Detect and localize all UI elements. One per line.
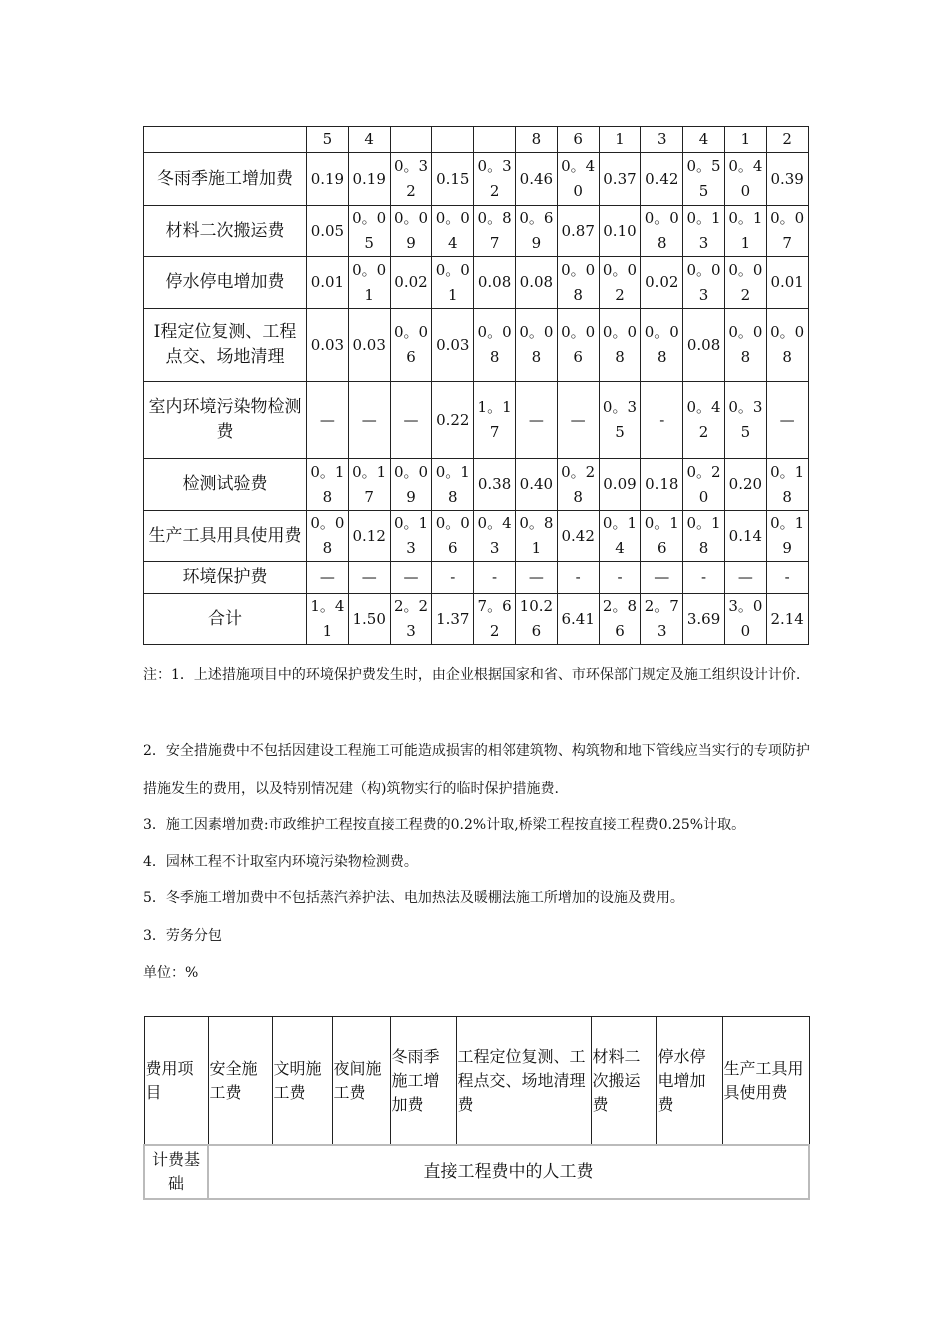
- section-heading-labor-subcontract: 3．劳务分包: [143, 928, 222, 944]
- value-cell: -: [599, 562, 641, 594]
- value-cell: 0。08: [515, 309, 557, 382]
- value-cell: 0。17: [348, 459, 390, 511]
- header-cell: [390, 127, 432, 153]
- value-cell: 0。32: [474, 153, 516, 206]
- value-cell: —: [390, 382, 432, 459]
- value-cell: 0.09: [599, 459, 641, 511]
- value-cell: 0.42: [641, 153, 683, 206]
- value-cell: —: [390, 562, 432, 594]
- table-row: [144, 382, 809, 459]
- note-2: 2．安全措施费中不包括因建设工程施工可能造成损害的相邻建筑物、构筑物和地下管线应当实行的专项防护措施发生的费用，以及特别情况建（构)筑物实行的临时保护措施费.: [143, 743, 810, 797]
- value-cell: 0。04: [432, 206, 474, 257]
- header-cell: [432, 127, 474, 153]
- value-cell: -: [641, 382, 683, 459]
- row-label: 室内环境污染物检测费: [144, 382, 307, 459]
- value-cell: 0.18: [641, 459, 683, 511]
- value-cell: 0。01: [348, 257, 390, 309]
- value-cell: 0。40: [724, 153, 766, 206]
- value-cell: —: [307, 562, 349, 594]
- value-cell: 0.02: [641, 257, 683, 309]
- value-cell: 3.69: [683, 594, 725, 645]
- value-cell: —: [348, 562, 390, 594]
- value-cell: -: [557, 562, 599, 594]
- column-header: 工程定位复测、工程点交、场地清理费: [456, 1017, 591, 1146]
- value-cell: 0。08: [766, 309, 808, 382]
- value-cell: 0。14: [599, 511, 641, 562]
- value-cell: 0。09: [390, 459, 432, 511]
- value-cell: 0.20: [724, 459, 766, 511]
- value-cell: 0.15: [432, 153, 474, 206]
- value-cell: 0。20: [683, 459, 725, 511]
- note-4: 4．园林工程不计取室内环境污染物检测费。: [143, 854, 418, 870]
- header-cell: [144, 127, 307, 153]
- row-label: 冬雨季施工增加费: [144, 153, 307, 206]
- column-header: 夜间施工费: [332, 1017, 390, 1146]
- row-label: 环境保护费: [144, 562, 307, 594]
- value-cell: 0。42: [683, 382, 725, 459]
- value-cell: 0。18: [307, 459, 349, 511]
- basis-value: 直接工程费中的人工费: [208, 1145, 809, 1199]
- value-cell: -: [766, 562, 808, 594]
- value-cell: 0.01: [307, 257, 349, 309]
- header-cell: 4: [683, 127, 725, 153]
- note-5: 5．冬季施工增加费中不包括蒸汽养护法、电加热法及暖棚法施工所增加的设施及费用。: [143, 890, 684, 906]
- value-cell: 0。05: [348, 206, 390, 257]
- column-header: 安全施工费: [208, 1017, 272, 1146]
- table-row: [144, 153, 809, 206]
- value-cell: 0。18: [432, 459, 474, 511]
- table-row: [144, 594, 809, 645]
- value-cell: 2。23: [390, 594, 432, 645]
- header-cell: 6: [557, 127, 599, 153]
- value-cell: 0.46: [515, 153, 557, 206]
- value-cell: 2。86: [599, 594, 641, 645]
- value-cell: 0。18: [683, 511, 725, 562]
- column-header: 停水停电增加费: [656, 1017, 722, 1146]
- value-cell: 0。07: [766, 206, 808, 257]
- value-cell: 0。28: [557, 459, 599, 511]
- value-cell: 1。41: [307, 594, 349, 645]
- table-row: [144, 309, 809, 382]
- value-cell: 0。06: [390, 309, 432, 382]
- header-cell: 5: [307, 127, 349, 153]
- value-cell: 0。02: [599, 257, 641, 309]
- value-cell: 0。35: [599, 382, 641, 459]
- value-cell: 1.37: [432, 594, 474, 645]
- value-cell: 0。13: [683, 206, 725, 257]
- value-cell: 7。62: [474, 594, 516, 645]
- value-cell: -: [683, 562, 725, 594]
- row-label: 材料二次搬运费: [144, 206, 307, 257]
- value-cell: 0.22: [432, 382, 474, 459]
- value-cell: 0.08: [683, 309, 725, 382]
- value-cell: 0。32: [390, 153, 432, 206]
- value-cell: 0。09: [390, 206, 432, 257]
- header-cell: 1: [599, 127, 641, 153]
- value-cell: 0。87: [474, 206, 516, 257]
- value-cell: 0.08: [515, 257, 557, 309]
- value-cell: 0。02: [724, 257, 766, 309]
- value-cell: 6.41: [557, 594, 599, 645]
- value-cell: 0。43: [474, 511, 516, 562]
- column-header: 费用项目: [144, 1017, 208, 1146]
- value-cell: 0。08: [724, 309, 766, 382]
- value-cell: 0。03: [683, 257, 725, 309]
- value-cell: 0。35: [724, 382, 766, 459]
- value-cell: —: [515, 562, 557, 594]
- row-label: 停水停电增加费: [144, 257, 307, 309]
- value-cell: -: [474, 562, 516, 594]
- value-cell: 1.50: [348, 594, 390, 645]
- value-cell: 0。18: [766, 459, 808, 511]
- value-cell: 0。01: [432, 257, 474, 309]
- value-cell: 0.87: [557, 206, 599, 257]
- value-cell: 0.03: [432, 309, 474, 382]
- value-cell: 10.26: [515, 594, 557, 645]
- value-cell: 0。08: [641, 206, 683, 257]
- value-cell: —: [557, 382, 599, 459]
- value-cell: 0.39: [766, 153, 808, 206]
- value-cell: 0。11: [724, 206, 766, 257]
- value-cell: 0.03: [348, 309, 390, 382]
- value-cell: 0.10: [599, 206, 641, 257]
- unit-label: 单位：%: [143, 965, 199, 981]
- value-cell: 0。13: [390, 511, 432, 562]
- value-cell: 1。17: [474, 382, 516, 459]
- table-row: [144, 562, 809, 594]
- value-cell: —: [724, 562, 766, 594]
- value-cell: 0.37: [599, 153, 641, 206]
- value-cell: 2。73: [641, 594, 683, 645]
- value-cell: 3。00: [724, 594, 766, 645]
- header-cell: 8: [515, 127, 557, 153]
- value-cell: 0。81: [515, 511, 557, 562]
- value-cell: -: [432, 562, 474, 594]
- value-cell: 0.19: [348, 153, 390, 206]
- table-row: [144, 257, 809, 309]
- value-cell: 0.38: [474, 459, 516, 511]
- value-cell: 0。08: [599, 309, 641, 382]
- note-1: 注：1．上述措施项目中的环境保护费发生时，由企业根据国家和省、市环保部门规定及施工组织设计计价.: [143, 667, 801, 683]
- table-header-row: [144, 127, 809, 153]
- value-cell: 0。08: [307, 511, 349, 562]
- table-row: [144, 459, 809, 511]
- header-cell: 3: [641, 127, 683, 153]
- value-cell: 0.14: [724, 511, 766, 562]
- value-cell: 0.12: [348, 511, 390, 562]
- value-cell: 0。69: [515, 206, 557, 257]
- column-header: 生产工具用具使用费: [722, 1017, 809, 1146]
- column-header: 材料二次搬运费: [591, 1017, 656, 1146]
- value-cell: 0。19: [766, 511, 808, 562]
- labor-fee-table: [143, 1016, 810, 1200]
- basis-label: 计费基础: [144, 1145, 208, 1199]
- value-cell: —: [307, 382, 349, 459]
- column-header: 文明施工费: [272, 1017, 332, 1146]
- row-label: 合计: [144, 594, 307, 645]
- row-label: 检测试验费: [144, 459, 307, 511]
- header-cell: [474, 127, 516, 153]
- value-cell: —: [348, 382, 390, 459]
- value-cell: 0.03: [307, 309, 349, 382]
- header-cell: 1: [724, 127, 766, 153]
- value-cell: 0.01: [766, 257, 808, 309]
- value-cell: 0。08: [474, 309, 516, 382]
- value-cell: 0。06: [557, 309, 599, 382]
- value-cell: —: [641, 562, 683, 594]
- value-cell: 0.19: [307, 153, 349, 206]
- value-cell: 0.08: [474, 257, 516, 309]
- value-cell: 2.14: [766, 594, 808, 645]
- value-cell: 0。08: [557, 257, 599, 309]
- column-header: 冬雨季施工增加费: [390, 1017, 456, 1146]
- value-cell: 0。40: [557, 153, 599, 206]
- rate-table: [143, 126, 809, 645]
- value-cell: 0。16: [641, 511, 683, 562]
- table-row: [144, 206, 809, 257]
- value-cell: 0.40: [515, 459, 557, 511]
- value-cell: 0.02: [390, 257, 432, 309]
- header-cell: 4: [348, 127, 390, 153]
- value-cell: 0。08: [641, 309, 683, 382]
- value-cell: 0.05: [307, 206, 349, 257]
- table-row: [144, 511, 809, 562]
- value-cell: 0。55: [683, 153, 725, 206]
- value-cell: —: [766, 382, 808, 459]
- value-cell: 0。06: [432, 511, 474, 562]
- value-cell: —: [515, 382, 557, 459]
- note-3: 3．施工因素增加费:市政维护工程按直接工程费的0.2%计取,桥梁工程按直接工程费0.25%计取。: [143, 817, 746, 833]
- row-label: 生产工具用具使用费: [144, 511, 307, 562]
- row-label: I程定位复测、工程点交、场地清理: [144, 309, 307, 382]
- header-cell: 2: [766, 127, 808, 153]
- value-cell: 0.42: [557, 511, 599, 562]
